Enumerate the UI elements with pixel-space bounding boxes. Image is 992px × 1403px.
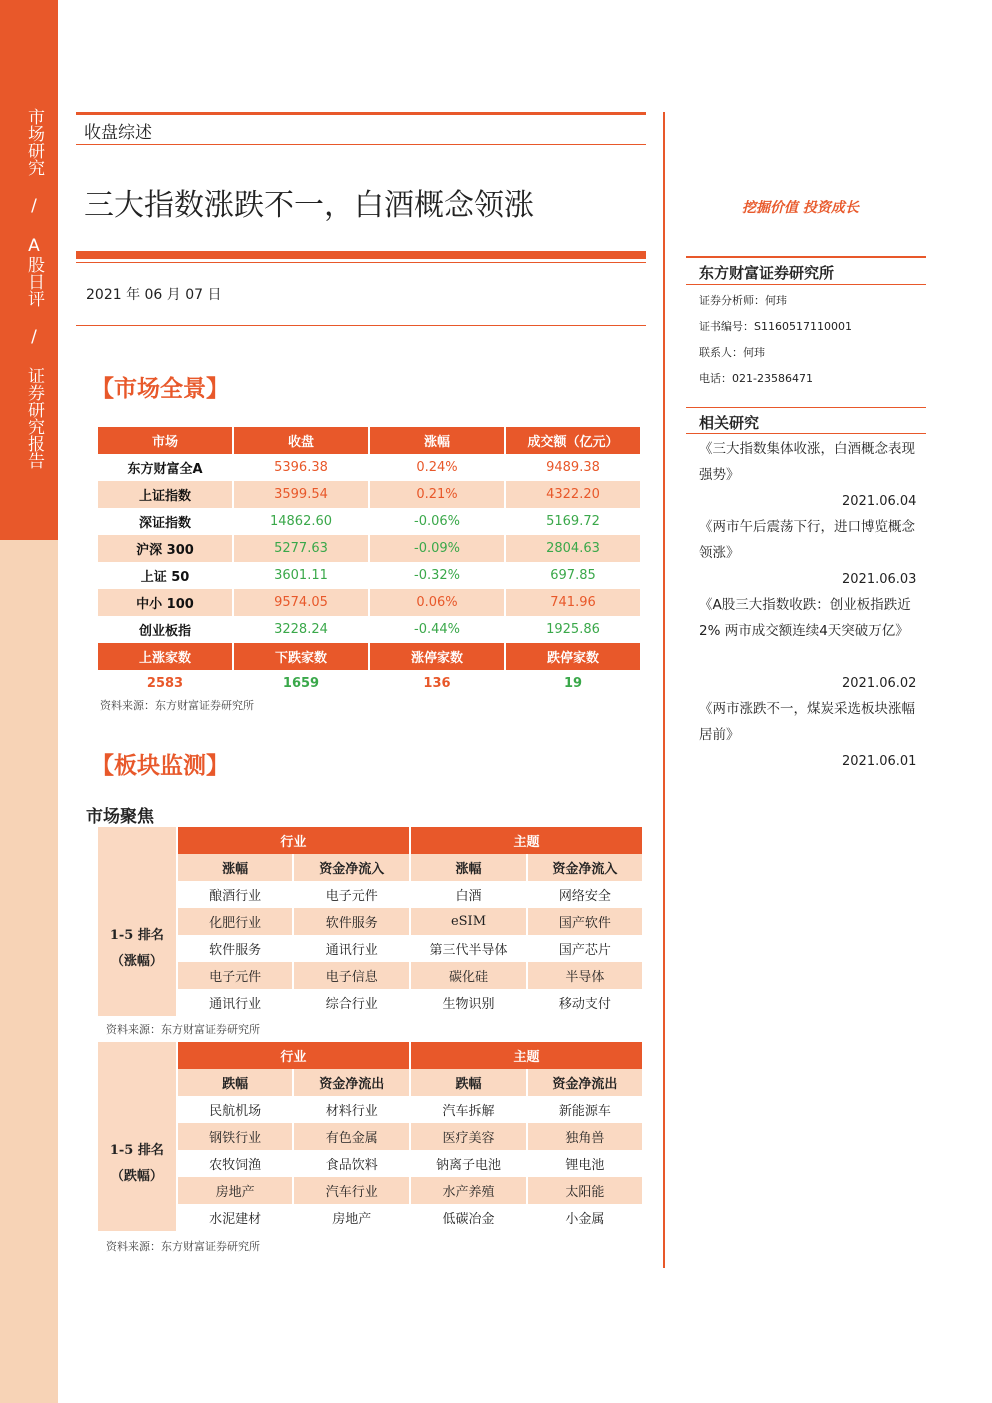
sector-cell: 小金属 — [528, 1204, 642, 1231]
sector-cell: 医疗美容 — [411, 1123, 526, 1150]
table-row — [98, 935, 642, 962]
sub-header: 涨幅 — [178, 854, 293, 881]
table-header-row — [98, 427, 640, 454]
index-name: 深证指数 — [98, 508, 232, 535]
table-row — [98, 589, 640, 616]
index-close: 5277.63 — [234, 535, 368, 562]
related-article-link[interactable]: 《两市午后震荡下行，进口博览概念领涨》 — [699, 519, 915, 561]
group-header-industry: 行业 — [178, 827, 409, 854]
table-row — [98, 989, 642, 1016]
sub-header: 资金净流出 — [528, 1069, 642, 1096]
index-volume: 9489.38 — [506, 454, 640, 481]
table-row — [98, 908, 642, 935]
related-article-link[interactable]: 《A股三大指数收跌：创业板指跌近2% 两市成交额连续4天突破万亿》 — [699, 597, 911, 639]
sector-cell: 新能源车 — [528, 1096, 642, 1123]
table-row — [98, 962, 642, 989]
sector-cell: 民航机场 — [178, 1096, 293, 1123]
sector-cell: 房地产 — [178, 1177, 293, 1204]
top-rule — [76, 112, 646, 115]
sector-cell: 食品饮料 — [294, 1150, 409, 1177]
sector-cell: eSIM — [411, 908, 526, 935]
sector-cell: 农牧饲渔 — [178, 1150, 293, 1177]
sector-cell: 电子信息 — [294, 962, 409, 989]
sub-header: 资金净流入 — [294, 854, 409, 881]
rank-label: 1-5 排名 — [109, 927, 164, 943]
group-header-theme: 主题 — [411, 827, 642, 854]
group-header-row — [98, 1042, 642, 1069]
sector-cell: 国产软件 — [528, 908, 642, 935]
index-change: 0.06% — [370, 589, 504, 616]
table-row — [98, 508, 640, 535]
sector-cell: 综合行业 — [294, 989, 409, 1016]
table-row — [98, 1150, 642, 1177]
up-count: 2583 — [98, 670, 232, 697]
report-type-label: 收盘综述 — [84, 123, 152, 143]
sector-cell: 碳化硅 — [411, 962, 526, 989]
column-header: 收盘 — [234, 427, 368, 454]
index-name: 上证 50 — [98, 562, 232, 589]
certificate-number: 证书编号：S1160517110001 — [699, 320, 852, 333]
column-header: 涨幅 — [370, 427, 504, 454]
sector-cell: 酿酒行业 — [178, 881, 293, 908]
index-close: 5396.38 — [234, 454, 368, 481]
index-change: -0.44% — [370, 616, 504, 643]
sector-cell: 第三代半导体 — [411, 935, 526, 962]
report-date: 2021 年 06 月 07 日 — [86, 287, 222, 303]
table-row — [98, 562, 640, 589]
table-row — [98, 454, 640, 481]
table-row — [98, 1123, 642, 1150]
limit-up-count: 136 — [370, 670, 504, 697]
table-corner — [98, 827, 176, 881]
market-focus-subheading: 市场聚焦 — [86, 807, 154, 827]
count-row — [98, 670, 640, 697]
count-header: 上涨家数 — [98, 643, 232, 670]
column-header: 市场 — [98, 427, 232, 454]
market-overview-heading: 【市场全景】 — [91, 375, 229, 402]
left-sidebar — [0, 0, 58, 1403]
index-volume: 4322.20 — [506, 481, 640, 508]
sub-header-row — [98, 854, 642, 881]
table-row — [98, 881, 642, 908]
sector-cell: 低碳冶金 — [411, 1204, 526, 1231]
sector-cell: 生物识别 — [411, 989, 526, 1016]
count-header: 跌停家数 — [506, 643, 640, 670]
table-row — [98, 1096, 642, 1123]
sector-cell: 独角兽 — [528, 1123, 642, 1150]
index-volume: 2804.63 — [506, 535, 640, 562]
sector-cell: 钢铁行业 — [178, 1123, 293, 1150]
sector-cell: 通讯行业 — [294, 935, 409, 962]
index-name: 中小 100 — [98, 589, 232, 616]
sector-cell: 汽车拆解 — [411, 1096, 526, 1123]
sub-header: 资金净流入 — [528, 854, 642, 881]
losers-table — [96, 1042, 644, 1231]
table-row — [98, 616, 640, 643]
related-article-date: 2021.06.03 — [842, 572, 917, 587]
related-article-date: 2021.06.01 — [842, 754, 917, 769]
index-change: -0.32% — [370, 562, 504, 589]
limit-down-count: 19 — [506, 670, 640, 697]
index-name: 东方财富全A — [98, 454, 232, 481]
rank-label: 1-5 排名 — [109, 1142, 164, 1158]
count-header: 下跌家数 — [234, 643, 368, 670]
institute-top-rule — [686, 256, 926, 258]
index-close: 3599.54 — [234, 481, 368, 508]
sector-cell: 电子元件 — [294, 881, 409, 908]
table-row — [98, 1204, 642, 1231]
institute-name: 东方财富证券研究所 — [699, 264, 835, 282]
rank-label-cell — [98, 881, 176, 1016]
sector-monitor-heading: 【板块监测】 — [91, 752, 229, 779]
sector-cell: 通讯行业 — [178, 989, 293, 1016]
group-header-row — [98, 827, 642, 854]
sector-cell: 太阳能 — [528, 1177, 642, 1204]
index-volume: 741.96 — [506, 589, 640, 616]
related-article-date: 2021.06.04 — [842, 494, 917, 509]
index-change: 0.21% — [370, 481, 504, 508]
index-close: 14862.60 — [234, 508, 368, 535]
sector-cell: 化肥行业 — [178, 908, 293, 935]
title-thin-rule — [76, 262, 646, 263]
gainers-source-note: 资料来源：东方财富证券研究所 — [106, 1023, 260, 1036]
related-bottom-rule — [686, 433, 926, 434]
sector-cell: 材料行业 — [294, 1096, 409, 1123]
sector-cell: 电子元件 — [178, 962, 293, 989]
index-volume: 697.85 — [506, 562, 640, 589]
gainers-table — [96, 827, 644, 1016]
analyst-name: 证券分析师：何玮 — [699, 294, 787, 307]
down-count: 1659 — [234, 670, 368, 697]
title-thick-rule — [76, 251, 646, 259]
label-rule — [76, 144, 646, 145]
sector-cell: 软件服务 — [178, 935, 293, 962]
rank-label-cell — [98, 1096, 176, 1231]
related-article-link[interactable]: 《两市涨跌不一，煤炭采选板块涨幅居前》 — [699, 701, 915, 743]
table-row — [98, 1177, 642, 1204]
index-close: 3228.24 — [234, 616, 368, 643]
date-rule — [76, 325, 646, 326]
index-change: -0.06% — [370, 508, 504, 535]
index-close: 9574.05 — [234, 589, 368, 616]
sector-cell: 有色金属 — [294, 1123, 409, 1150]
sector-cell: 房地产 — [294, 1204, 409, 1231]
column-header: 成交额（亿元） — [506, 427, 640, 454]
sector-cell: 软件服务 — [294, 908, 409, 935]
index-name: 创业板指 — [98, 616, 232, 643]
sub-header-row — [98, 1069, 642, 1096]
table-corner — [98, 1042, 176, 1096]
index-name: 沪深 300 — [98, 535, 232, 562]
sector-cell: 锂电池 — [528, 1150, 642, 1177]
related-top-rule — [686, 407, 926, 408]
index-change: -0.09% — [370, 535, 504, 562]
slogan: 挖掘价值 投资成长 — [742, 200, 859, 216]
index-volume: 5169.72 — [506, 508, 640, 535]
rank-label-type: （涨幅） — [110, 953, 163, 969]
market-source-note: 资料来源：东方财富证券研究所 — [100, 699, 254, 712]
sub-header: 涨幅 — [411, 854, 526, 881]
group-header-theme: 主题 — [411, 1042, 642, 1069]
related-article-date: 2021.06.02 — [842, 676, 917, 691]
count-header: 涨停家数 — [370, 643, 504, 670]
column-divider — [663, 112, 665, 1268]
index-name: 上证指数 — [98, 481, 232, 508]
sector-cell: 半导体 — [528, 962, 642, 989]
group-header-industry: 行业 — [178, 1042, 409, 1069]
sector-cell: 国产芯片 — [528, 935, 642, 962]
page-title: 三大指数涨跌不一，白酒概念领涨 — [84, 188, 534, 223]
sector-cell: 水产养殖 — [411, 1177, 526, 1204]
sector-cell: 白酒 — [411, 881, 526, 908]
related-article-link[interactable]: 《三大指数集体收涨，白酒概念表现强势》 — [699, 441, 915, 483]
sector-cell: 移动支付 — [528, 989, 642, 1016]
phone-number: 电话：021-23586471 — [699, 372, 813, 385]
sector-cell: 汽车行业 — [294, 1177, 409, 1204]
sub-header: 资金净流出 — [294, 1069, 409, 1096]
losers-source-note: 资料来源：东方财富证券研究所 — [106, 1240, 260, 1253]
index-volume: 1925.86 — [506, 616, 640, 643]
market-table — [96, 427, 642, 697]
table-row — [98, 535, 640, 562]
related-research-heading: 相关研究 — [699, 414, 760, 432]
index-change: 0.24% — [370, 454, 504, 481]
rank-label-type: （跌幅） — [110, 1168, 163, 1184]
sub-header: 跌幅 — [411, 1069, 526, 1096]
sector-cell: 网络安全 — [528, 881, 642, 908]
index-close: 3601.11 — [234, 562, 368, 589]
count-header-row — [98, 643, 640, 670]
table-row — [98, 481, 640, 508]
sector-cell: 钠离子电池 — [411, 1150, 526, 1177]
contact-person: 联系人：何玮 — [699, 346, 765, 359]
sector-cell: 水泥建材 — [178, 1204, 293, 1231]
institute-bottom-rule — [686, 284, 926, 285]
sub-header: 跌幅 — [178, 1069, 293, 1096]
sidebar-category-text: 市场研究 / A股日评 / 证券研究报告 — [24, 108, 44, 469]
